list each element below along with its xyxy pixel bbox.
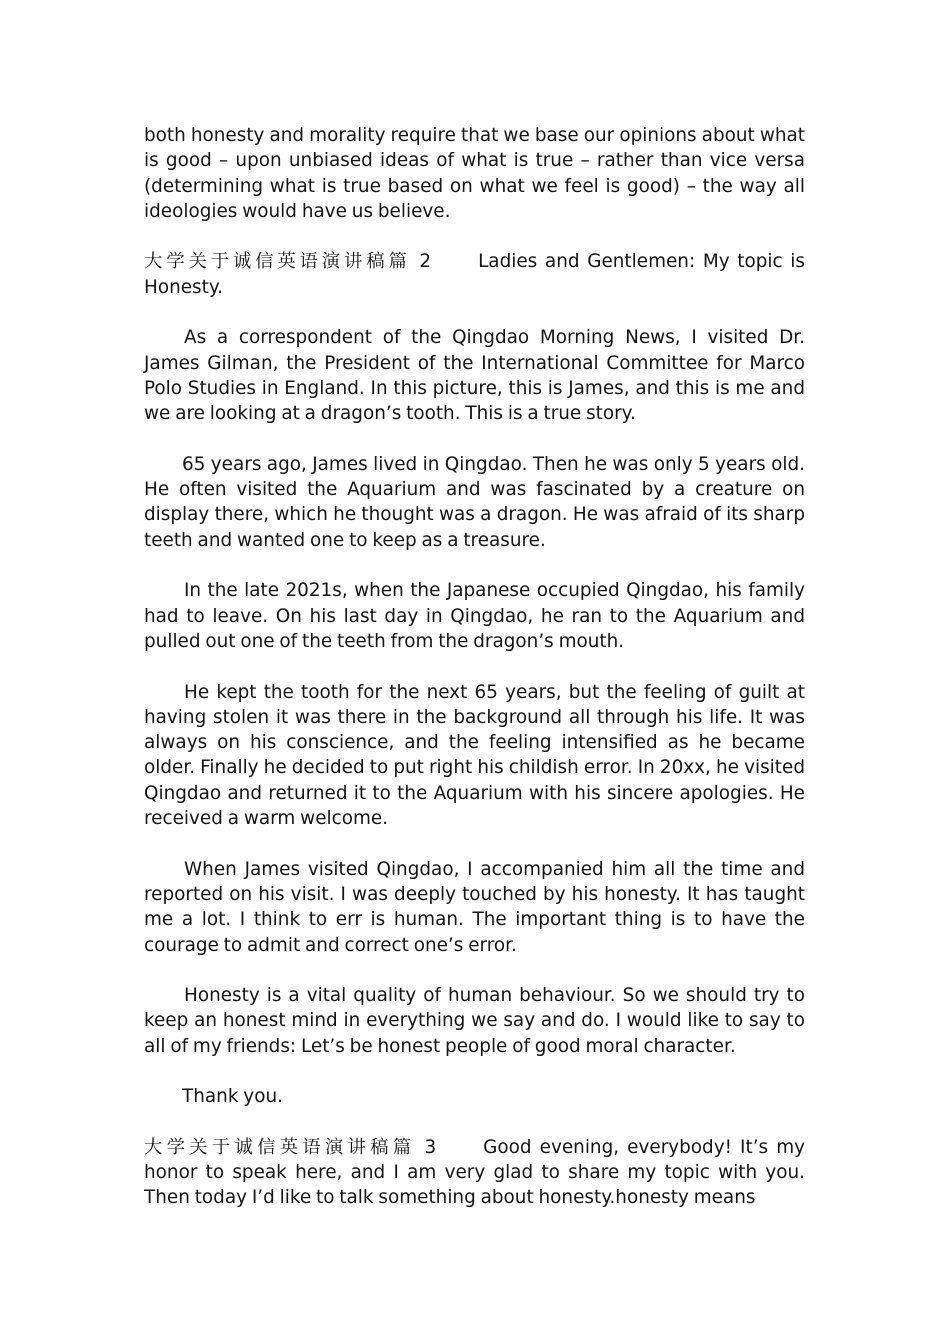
paragraph-correspondent: As a correspondent of the Qingdao Morning News, I visited Dr. James Gilman, the President of the International Committee for Marco Polo Studies in England. In this picture, this is James, and this is me and we are looking at a dragon’s tooth. This is a true story. [144, 327, 805, 425]
paragraph-65-years-ago: 65 years ago, James lived in Qingdao. Then he was only 5 years old. He often visited the Aquarium and was fascinated by a creature on display there, which he thought was a dragon. He was afraid of its sharp teeth and wanted one to keep as a treasure. [144, 453, 805, 551]
paragraph-kept-tooth: He kept the tooth for the next 65 years, but the feeling of guilt at having stolen it was there in the background all through his life. It was always on his conscience, and the feeling intensified as he became older. Finally he decided to put right his childish error. In 20xx, he visited Qingdao and returned it to the Aquarium with his sincere apologies. He received a warm welcome. [144, 681, 805, 830]
paragraph-honesty-vital: Honesty is a vital quality of human behaviour. So we should try to keep an honest mind in everything we say and do. I would like to say to all of my friends: Let’s be honest people of good moral character. [144, 985, 805, 1057]
speech-2-intro [144, 249, 805, 300]
paragraph-james-visited: When James visited Qingdao, I accompanied him all the time and reported on his visit. I was deeply touched by his honesty. It has taught me a lot. I think to err is human. The important thing is to have the courage to admit and correct one’s error. [144, 858, 805, 956]
paragraph-thank-you: Thank you. [182, 1086, 283, 1108]
speech-2-heading: 大学关于诚信英语演讲稿篇 2 [144, 251, 433, 273]
paragraph-late-2021s: In the late 2021s, when the Japanese occupied Qingdao, his family had to leave. On his last day in Qingdao, he ran to the Aquarium and pulled out one of the teeth from the dragon’s mouth. [144, 580, 805, 652]
speech-2-opening: Ladies and Gentlemen: My topic is Honesty. [144, 251, 805, 298]
speech-3-intro [144, 1135, 805, 1211]
speech-3-heading: 大学关于诚信英语演讲稿篇 3 [144, 1136, 438, 1158]
speech-3-opening: Good evening, everybody! It’s my honor to speak here, and I am very glad to share my topic with you. Then today I’d like to talk something about honesty.honesty means [144, 1136, 805, 1209]
paragraph-honesty-morality: both honesty and morality require that we base our opinions about what is good – upon unbiased ideas of what is true – rather than vice versa (determining what is true based on what we feel is good) – the way all ideologies would have us believe. [144, 125, 805, 222]
document-page [144, 123, 805, 1236]
